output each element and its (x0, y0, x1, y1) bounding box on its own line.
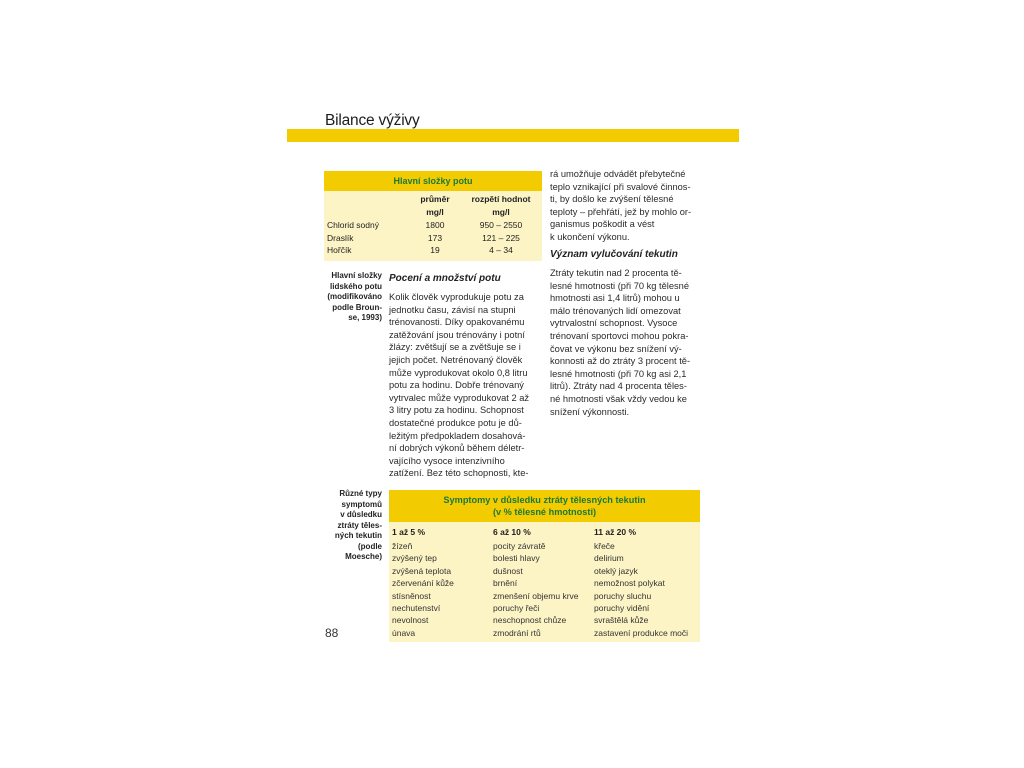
text-line: rá umožňuje odvádět přebytečné (550, 169, 686, 179)
row-name: Chlorid sodný (327, 220, 379, 230)
table-cell: pocity závratě (493, 541, 546, 551)
table-cell: zčervenání kůže (392, 578, 454, 589)
header-empty-cell (324, 193, 409, 219)
table-cell: bolesti hlavy (493, 553, 540, 564)
header-avg-label: průměr (420, 194, 450, 204)
text-line: ležitým předpokladem dosahová- (389, 430, 526, 441)
table-cell: poruchy vidění (594, 602, 650, 613)
text-line: může vyprodukovat okolo 0,8 litru (389, 367, 528, 378)
section-body-significance (550, 267, 690, 418)
page-number: 88 (325, 626, 339, 640)
table-cell: stísněnost (392, 590, 431, 601)
column-header: 6 až 10 % (493, 527, 531, 537)
caption-line: podle Broun- (332, 302, 382, 312)
table-row (389, 565, 700, 577)
text-line: k ukončení výkonu. (550, 231, 630, 242)
text-line: né hmotnosti však vždy vedou ke (550, 393, 687, 404)
caption-line: ztráty těles- (337, 520, 382, 530)
table-cell: brnění (493, 578, 518, 589)
text-line: potu za hodinu. Dobře trénovaný (389, 380, 524, 391)
text-line: jejich počet. Netrénovaný člověk (389, 354, 523, 365)
text-line: čovat ve výkonu bez snížení vý- (550, 343, 682, 354)
section-body-continuation (550, 168, 691, 244)
column-header: 1 až 5 % (392, 527, 426, 537)
caption-line: lidského potu (330, 281, 382, 291)
table-cell: zvýšená teplota (392, 565, 452, 576)
text-line: vytrvalec může vyprodukovat 2 až (389, 392, 530, 403)
row-avg: 1800 (425, 220, 445, 230)
table-row (389, 577, 700, 589)
sweat-components-table (324, 171, 542, 261)
sweat-table-title: Hlavní složky potu (324, 171, 542, 191)
row-range: 4 – 34 (489, 245, 513, 255)
caption-line: v důsledku (340, 510, 382, 519)
table-cell: zmodrání rtů (493, 627, 541, 638)
text-line: dostatečné produkce potu je dů- (389, 417, 522, 428)
header-avg (409, 193, 461, 219)
table-row (389, 540, 700, 552)
text-line: vajícího vysoce intenzivního (389, 455, 505, 466)
column-header: 11 až 20 % (594, 527, 637, 537)
table-row (324, 219, 542, 232)
text-line: žlázy: zvětšují se a zvětšuje se i (389, 342, 521, 353)
symptoms-table-title (389, 490, 700, 522)
table-row (324, 244, 542, 257)
text-line: vytrvalostní schopnost. Vysoce (550, 318, 678, 329)
table-cell: dušnost (493, 565, 523, 576)
table-cell: neschopnost chůze (493, 615, 567, 626)
table-row (324, 232, 542, 245)
symptoms-table (389, 490, 700, 642)
text-line: konnosti až do ztráty 3 procent tě- (550, 356, 691, 367)
text-line: ní dobrých výkonů během déletr- (389, 443, 525, 454)
row-avg: 19 (430, 245, 440, 255)
table-cell: svraštělá kůže (594, 615, 649, 626)
header-range-unit: mg/l (492, 207, 510, 217)
table-cell: nemožnost polykat (594, 578, 665, 589)
section-body-sweating (389, 291, 529, 480)
row-name: Hořčík (327, 245, 352, 255)
symptoms-title-line: (v % tělesné hmotnosti) (492, 507, 597, 517)
table-row (389, 627, 700, 639)
text-line: málo trénovaných lidí omezovat (550, 305, 681, 316)
text-line: teploty – přehřátí, jež by mohlo or- (550, 206, 692, 217)
text-line: ti, by došlo ke zvýšení tělesné (550, 194, 674, 205)
header-range-label: rozpětí hodnot (471, 194, 531, 204)
text-line: Kolik člověk vyprodukuje potu za (389, 292, 524, 302)
table-row (389, 602, 700, 614)
table-cell: poruchy sluchu (594, 590, 652, 601)
symptoms-table-header (389, 522, 700, 540)
text-line: trénovanosti. Díky opakovanému (389, 317, 525, 328)
table-cell: zmenšení objemu krve (493, 590, 579, 601)
table-cell: delirium (594, 553, 624, 564)
text-line: trénovaní sportovci mohou pokra- (550, 330, 689, 341)
text-line: teplo vznikající při svalové činnos- (550, 181, 691, 192)
text-line: lesné hmotnosti (při 70 kg asi 2,1 (550, 368, 687, 379)
caption-line: se, 1993) (348, 313, 382, 322)
section-heading-significance: Význam vylučování tekutin (550, 249, 678, 260)
text-line: Ztráty tekutin nad 2 procenta tě- (550, 268, 682, 278)
symptoms-title-line: Symptomy v důsledku ztráty tělesných tekutin (443, 495, 646, 505)
text-line: zatížení. Bez této schopnosti, kte- (389, 468, 529, 479)
table-row (389, 552, 700, 564)
page-title: Bilance výživy (325, 112, 420, 129)
text-line: zatěžování jsou trénovány i potní (389, 329, 525, 340)
table-row (389, 590, 700, 602)
table-row (389, 614, 700, 626)
header-avg-unit: mg/l (426, 207, 444, 217)
table-cell: poruchy řeči (493, 602, 540, 613)
table-cell: žízeň (392, 541, 413, 551)
row-name: Draslík (327, 232, 354, 243)
text-line: ganismus poškodit a vést (550, 219, 655, 230)
text-line: litrů). Ztráty nad 4 procenta těles- (550, 381, 687, 392)
caption-line: Hlavní složky (331, 271, 382, 280)
caption-symptoms (290, 489, 382, 563)
table-cell: křeče (594, 541, 615, 551)
section-heading-sweating: Pocení a množství potu (389, 273, 501, 284)
caption-sweat-components (290, 271, 382, 324)
table-cell: nevolnost (392, 615, 429, 626)
text-line: 3 litry potu za hodinu. Schopnost (389, 405, 524, 416)
table-cell: únava (392, 627, 416, 638)
caption-line: (modifikováno (327, 292, 382, 301)
header-range (461, 193, 541, 219)
sweat-table-header (324, 191, 542, 219)
caption-line: ných tekutin (334, 531, 382, 540)
caption-line: symptomů (341, 499, 382, 509)
table-cell: zastavení produkce moči (594, 627, 689, 638)
text-line: jednotku času, závisí na stupni (389, 304, 516, 315)
title-accent-bar (287, 129, 739, 142)
text-line: snížení výkonnosti. (550, 406, 630, 417)
caption-line: (podle (358, 541, 382, 551)
table-cell: nechutenství (392, 602, 441, 613)
text-line: lesné hmotnosti (při 70 kg tělesné (550, 280, 690, 291)
table-cell: oteklý jazyk (594, 565, 638, 576)
text-line: hmotnosti asi 1,4 litrů) mohou u (550, 293, 680, 304)
caption-line: Moesche) (345, 552, 382, 561)
table-cell: zvýšený tep (392, 553, 437, 564)
row-avg: 173 (427, 232, 443, 243)
caption-line: Různé typy (339, 489, 382, 498)
row-range: 121 – 225 (482, 232, 520, 243)
row-range: 950 – 2550 (479, 220, 523, 230)
